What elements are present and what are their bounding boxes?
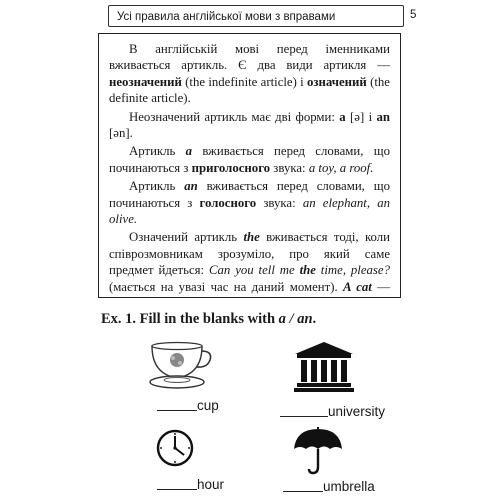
blank-umbrella[interactable]: [283, 479, 323, 492]
grammar-rule-box: [98, 33, 401, 298]
rule-paragraph-3: Артикль a вживається перед словами, що починаються з приголосного звука: a toy, a roof.: [109, 144, 390, 175]
exercise-title: Ex. 1. Fill in the blanks with a / an.: [101, 311, 317, 327]
umbrella-icon: [292, 427, 344, 480]
rule-paragraph-2: Неозначений артикль має дві форми: a [ə] і an [ən].: [109, 109, 391, 141]
university-building-icon: [293, 340, 355, 397]
header-title: Усі правила англійської мови з вправами: [117, 11, 336, 23]
answer-line-cup[interactable]: cup: [157, 398, 219, 413]
page-number: 5: [410, 9, 417, 21]
rule-paragraph-4: Артикль an вживається перед словами, що починаються з голосного звука: an elephant, an olive.: [109, 179, 390, 227]
blank-cup[interactable]: [157, 398, 197, 411]
running-header: [108, 5, 404, 27]
blank-hour[interactable]: [157, 477, 197, 490]
answer-line-umbrella[interactable]: umbrella: [283, 479, 375, 494]
answer-line-hour[interactable]: hour: [157, 477, 224, 492]
teacup-icon: [146, 340, 216, 397]
rule-paragraph-5: Означений артикль the вживається тоді, коли співрозмовникам зрозуміло, про який саме предмет йдеться: Can you tell me the time, please? (маєтьcя на увазі час на даний момент). A cat —: [109, 230, 390, 294]
rule-paragraph-1: В англійській мові перед іменниками вживається артикль. Є два види артикля — неозначений (the indefinite article) і означений (the definite article).: [109, 42, 390, 106]
blank-university[interactable]: [280, 404, 328, 417]
answer-line-university[interactable]: university: [280, 404, 385, 419]
clock-icon: [155, 428, 195, 473]
